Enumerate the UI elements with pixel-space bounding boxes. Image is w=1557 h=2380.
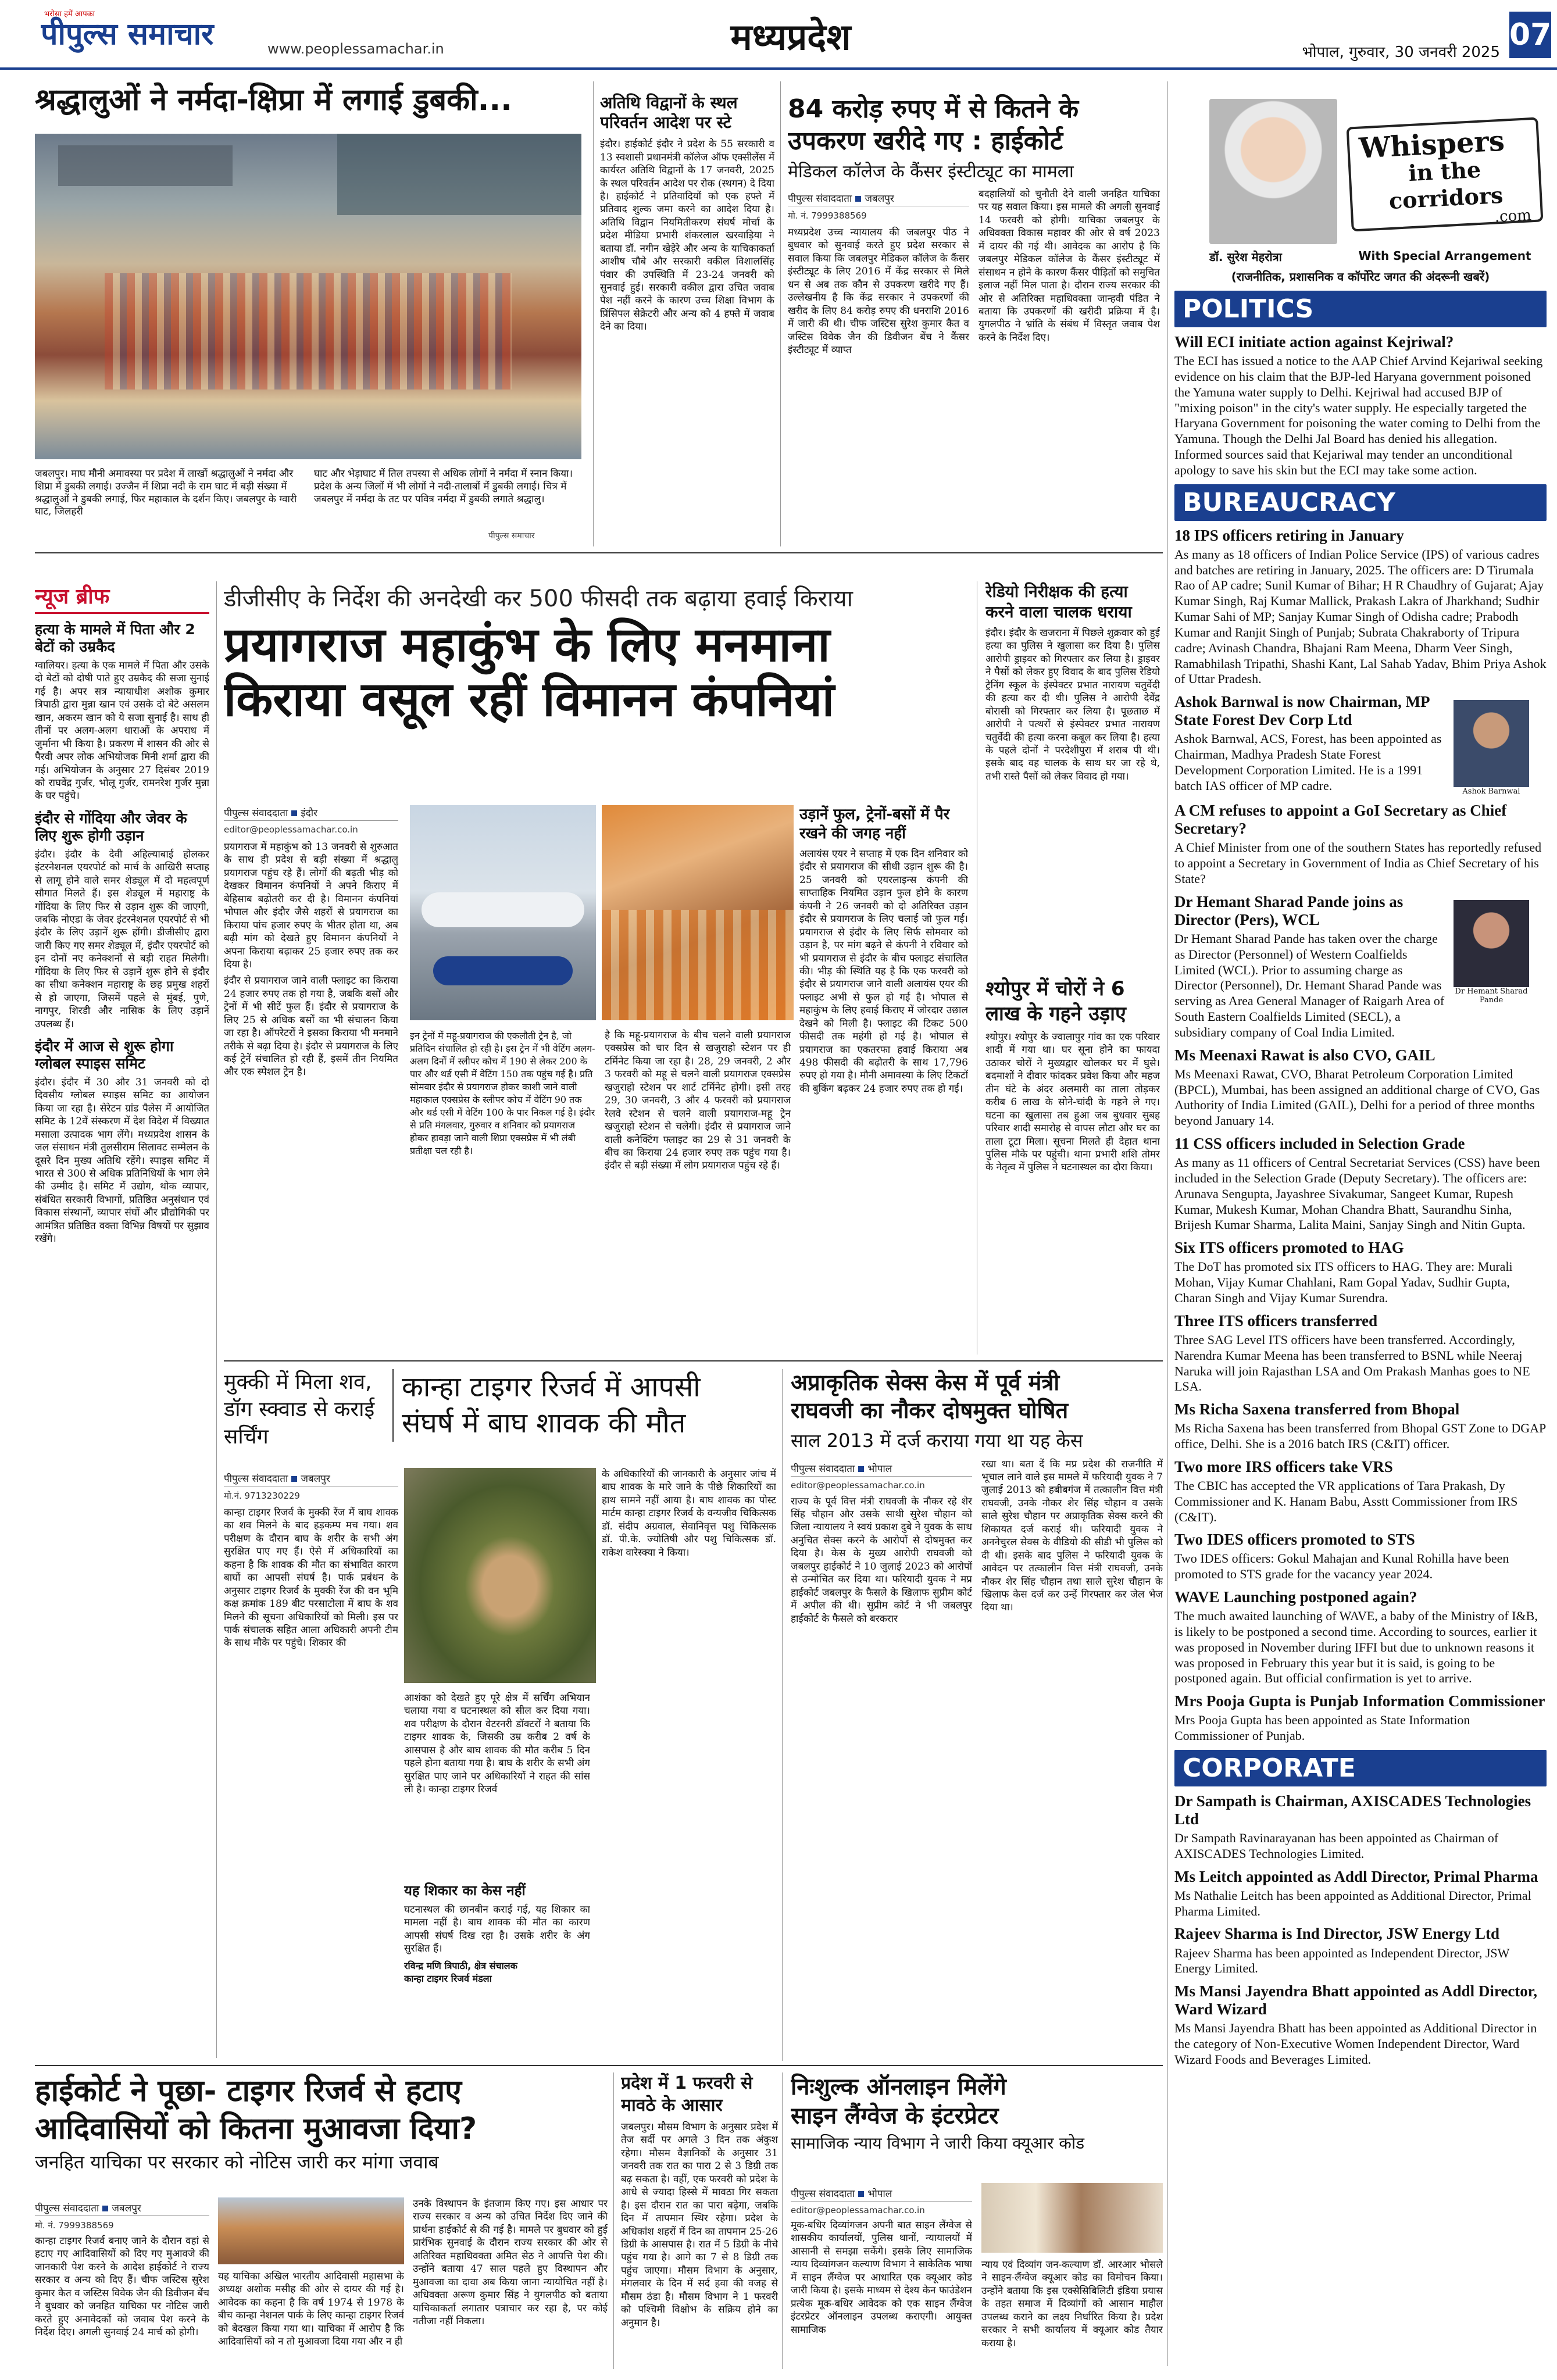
column-rule bbox=[782, 2072, 783, 2369]
guest-body: इंदौर। हाईकोर्ट इंदौर ने प्रदेश के 55 सरकारी व 13 स्वशासी प्रधानमंत्री कॉलेज ऑफ एक्सीलेंस में कार्यरत अतिथि विद्वानों के 17 जनवरी, 2025 के स्थल परिवर्तन आदेश पर रोक (स्थगन) दे दिया है। हाईकोर्ट ने प्रतिवादियों को एक हफ्ते में प्रतिवाद शुल्क जमा करने का आदेश दिया है। अतिथि विद्वान नियमितीकरण संघर्ष मोर्चा के प्रदेश मीडिया प्रभारी शंकरलाल खरवाड़िया ने बताया डॉ. नगीन खेड़ेरे और अन्य के याचिकाकर्ता आशीष चौबे और सरकारी वकील विशालसिंह पंवार की उपस्थिति में 23-24 जनवरी को सुनवाई हुई। सरकारी वकील द्वारा उचित जवाब पेश नहीं करने के कारण उच्च शिक्षा विभाग के प्रिंसिपल सेक्रेटरी और अन्य को 4 हफ्ते में जवाब देने का दिया। bbox=[600, 138, 774, 333]
whispers-tagline: (राजनीतिक, प्रशासनिक व कॉर्पोरेट जगत की अंदरूनी खबरें) bbox=[1231, 270, 1490, 284]
brief-item: इंदौर से गोंदिया और जेवर के लिए शुरू होगी उड़ान इंदौर। इंदौर के देवी अहिल्याबाई होलकर इंटरनेशनल एयरपोर्ट को मार्च के आखिरी सप्ताह से लागू होने वाले समर शेड्यूल में दो महत्वपूर्ण सौगात मिलते हैं। इस शेड्यूल में महाराष्ट्र के गोंदिया के लिए फिर से उड़ान शुरू की जाएगी, जबकि नोएडा के जेवर इंटरनेशनल एयरपोर्ट से भी इंदौर के लिए उड़ानें शुरू होंगी। डीजीसीए द्वारा जारी किए गए समर शेड्यूल में, इंदौर एयरपोर्ट को इन दोनों नए कनेक्शनों से बड़ी राहत मिलेगी। गोंदिया के लिए फिर से उड़ानें शुरू होने से इंदौर का सीधा कनेक्शन महाराष्ट्र के छह प्रमुख शहरों से हो जाएगा, जिसमें पहले से मुंबई, पुणे, नागपुर, शिरडी और नासिक के लिए उड़ानें उपलब्ध हैं। bbox=[35, 809, 209, 1030]
airfare-photo-flights bbox=[410, 805, 596, 1020]
brief-item: इंदौर में आज से शुरू होगा ग्लोबल स्पाइस समिट इंदौर। इंदौर में 30 और 31 जनवरी को दो दिवसीय ग्लोबल स्पाइस समिट का आयोजन किया जा रहा है। सेरेटन ग्रांड पैलेस में आयोजित समिट के 12वें संस्करण में देश विदेश में विख्यात मसाला उत्पादक भाग लेंगे। मध्यप्रदेश शासन के जल संसाधन मंत्री तुलसीराम सिलावट सम्मेलन के दूसरे दिन मुख्य अतिथि रहेंगे। स्पाइस समिट में भारत से 300 से अधिक प्रतिनिधियों के भाग लेने की उम्मीद है। समिट में उद्योग, थोक व्यापार, संबंधित सरकारी विभागों, प्रतिष्ठित अनुसंधान एवं विकास संस्थानों, व्यापार संघों और प्रौद्योगिकी पर आमंत्रित प्रतिष्ठित वक्ता विभिन्न विषयों पर सुझाव रखेंगे। bbox=[35, 1037, 209, 1245]
column-rule bbox=[216, 581, 217, 2058]
bureaucracy-item: Ms Richa Saxena transferred from Bhopal Ms Richa Saxena has been transferred from Bhopal GST Zone to DGAP office, Delhi. She is a 2016 batch IRS (C&IT) officer. bbox=[1174, 1400, 1546, 1452]
corporate-item: Dr Sampath is Chairman, AXISCADES Technologies Ltd Dr Sampath Ravinarayanan has been appointed as Chairman of AXISCADES Technologies Limited. bbox=[1174, 1792, 1531, 1861]
bureaucracy-item: Ms Meenaxi Rawat is also CVO, GAIL Ms Meenaxi Rawat, CVO, Bharat Petroleum Corporation Limited (BPCL), Mumbai, has been assigned an additional charge of CVO, Gas Authority of India Limited (GAIL), Delhi for a period of three months beyond January 14. bbox=[1174, 1046, 1540, 1128]
kanha-headline-block bbox=[392, 1369, 776, 1442]
kanha-col-1 bbox=[224, 1468, 398, 2055]
raghavji-subhead: साल 2013 में दर्ज कराया गया था यह केस bbox=[791, 1430, 1083, 1452]
kanha-box-sign-2: कान्हा टाइगर रिजर्व मंडला bbox=[404, 1972, 492, 1984]
website-url[interactable]: www.peoplessamachar.in bbox=[267, 41, 444, 57]
radio-body: इंदौर। इंदौर के खजराना में पिछले शुक्रवार को हुई हत्या का पुलिस ने खुलासा कर दिया है। पुलिस आरोपी ड्राइवर को गिरफ्तार कर लिया है। ड्राइवर ने पैसों को लेकर हुए विवाद के बाद पुलिस रेडियो ट्रेनिंग स्कूल के इंस्पेक्टर प्रभात नारायण चतुर्वेदी की हत्या कर दी थी। पुलिस ने आरोपी देवेंद्र बोरासी को गिरफ्तार कर लिया है। पूछताछ में आरोपी ने पत्थरों से इंस्पेक्टर प्रभात नारायण चतुर्वेदी की हत्या करना कबूल कर लिया है। हत्या के पहले दोनों ने परदेशीपुरा में शराब पी थी। इसके बाद वह चालक के साथ घर जा रहे थे, तभी रास्ते पैसों को लेकर विवाद हो गया। bbox=[985, 627, 1160, 782]
kanha-mobile: मो.नं. 9713230229 bbox=[224, 1491, 300, 1501]
politics-item: Will ECI initiate action against Kejriwal? The ECI has issued a notice to the AAP Chief Arvind Kejariwal seeking evidence on his claim that the BJP-led Haryana government poisoned the Yamuna water supply to Delhi. Kejriwal had accused BJP of "mixing poison" in the city's water supply. He especially targeted the Haryana Government for poisoning the water coming to Delhi from the Yamuna. Though the Delhi Jal Board has denied his allegation. Informed sources said that Kejariwal may tender an unconditional apology to save his skin but the ECI may take some action. bbox=[1174, 333, 1543, 477]
kanha-box-body: घटनास्थल की छानबीन कराई गई, यह शिकार का मामला नहीं है। बाघ शावक की मौत का कारण आपसी संघर्ष दिख रहा है। उसके शरीर के अंग सुरक्षित हैं। bbox=[404, 1904, 590, 1955]
airfare-side-body: अलायंस एयर ने सप्ताह में एक दिन शनिवार को इंदौर से प्रयागराज की सीधी उड़ान शुरू की है। 25 जनवरी को एयरलाइन्स कंपनी की साप्ताहिक नियमित उड़ान फुल होने के कारण कंपनी ने 26 जनवरी को दो अतिरिक्त उड़ान इंदौर से प्रयागराज के लिए चलाई जो फुल गई। प्रयागराज से इंदौर के लिए सिर्फ सोमवार को उड़ान है, पर मांग बढ़ने से कंपनी ने रविवार को भी प्रयागराज से इंदौर के बीच फ्लाइट संचालित की। भीड़ की स्थिति यह है कि एक फरवरी को इंदौर से प्रयागराज जाने वाली अलायंस एयर की फ्लाइट अभी से फुल हो गई है। भोपाल से महाकुंभ के लिए हवाई किराए में जोरदार उछाल देखने को मिली है। फ्लाइट की टिकट 500 फीसदी तक महंगी हो गई है। भोपाल से प्रयागराज का एकतरफा हवाई किराया अब 498 फीसदी की बढ़ोतरी के साथ 17,796 रुपए हो गया है। मौनी अमावस्या के लिए टिकटों की बुकिंग बढ़कर 24 हजार रुपए तक हो गई। bbox=[799, 848, 968, 1095]
section-divider bbox=[224, 1360, 1163, 1361]
story-weather bbox=[621, 2072, 778, 2369]
sign-byline: पीपुल्स संवाददाता भोपाल bbox=[791, 2185, 972, 2202]
tigerhc-mobile: मो. नं. 7999388569 bbox=[35, 2220, 114, 2231]
story-sheopur bbox=[985, 977, 1160, 1355]
corporate-header: CORPORATE bbox=[1174, 1750, 1547, 1786]
story-narmada bbox=[35, 81, 587, 546]
tigerhc-headline-1: हाईकोर्ट ने पूछा- टाइगर रिजर्व से हटाए bbox=[35, 2074, 462, 2109]
bureaucracy-header: BUREAUCRACY bbox=[1174, 484, 1547, 521]
airfare-photo-crowd bbox=[602, 805, 794, 1020]
tigerhc-body-3: उनके विस्थापन के इंतजाम किए गए। इस आधार पर राज्य सरकार व अन्य को उचित निर्देश दिए जाने की प्रार्थना हाईकोर्ट से की गई है। मामले पर बुधवार को हुई प्रारंभिक सुनवाई के दौरान राज्य सरकार की ओर से अतिरिक्त महाधिवक्ता अमित सेठ ने आपत्ति पेश की। उन्होंने बताया 47 साल पहले हुए विस्थापन और मुआवजा का दावा अब किया जाना न्यायोचित नहीं है। अधिवक्ता अरूण कुमार सिंह ने युगलपीठ को बताया याचिकाकर्ता लगातार पत्राचार कर रहा है, पर कोई नतीजा नहीं निकला। bbox=[413, 2198, 608, 2327]
column-rule bbox=[1167, 81, 1168, 2366]
highcourt-photo bbox=[218, 2197, 404, 2264]
84cr-body-2: बदहालियों को चुनौती देने वाली जनहित याचिका पर यह सवाल किया। इस मामले की अगली सुनवाई 14 फरवरी को होगी। याचिका जबलपुर के अधिवक्ता विकास महावर की ओर से वर्ष 2023 में दायर की गई थी। आवेदक का आरोप है कि जबलपुर मेडिकल कॉलेज के कैंसर इंस्टीट्यूट में संसाधन न होने के कारण कैंसर पीड़ितों को समुचित इलाज नहीं मिल पाता है। दौरान राज्य सरकार की ओर से अतिरिक्त महाधिवक्ता जान्हवी पंडित ने बताया कि उपकरणों की खरीदी प्रक्रिया में है। युगलपीठ ने भ्रांति के संबंध में विस्तृत जवाब पेश करने के निर्देश दिए। bbox=[979, 188, 1160, 344]
radio-headline: रेडियो निरीक्षक की हत्या करने वाला चालक धराया bbox=[985, 582, 1132, 621]
tigerhc-subhead: जनहित याचिका पर सरकार को नोटिस जारी कर मांगा जवाब bbox=[35, 2151, 439, 2173]
kanha-headline-2: संघर्ष में बाघ शावक की मौत bbox=[402, 1407, 686, 1440]
84cr-body-1: मध्यप्रदेश उच्च न्यायालय की जबलपुर पीठ ने बुधवार को सुनवाई करते हुए प्रदेश सरकार से सवाल किया कि जबलपुर मेडिकल कॉलेज के कैंसर इंस्टीट्यूट के लिए 2016 में केंद्र सरकार से मिले धन से अब तक कौन से उपकरण खरीदे गए हैं। उल्लेखनीय है कि केंद्र सरकार ने उपकरणों की खरीद के लिए 84 करोड़ रुपए की धनराशि 2016 में जारी की थी। चीफ जस्टिस सुरेश कुमार कैत व जस्टिस विवेक जैन की डिवीजन बेंच ने कैंसर इंस्टीट्यूट में व्याप्त bbox=[788, 227, 969, 356]
sign-headline-2: साइन लैंग्वेज के इंटरप्रेटर bbox=[791, 2103, 999, 2129]
bureaucracy-item: A CM refuses to appoint a GoI Secretary as Chief Secretary? A Chief Minister from one of the southern States has reportedly refused to appoint a Secretary in Government of India as Chief Secretary of his State? bbox=[1174, 802, 1542, 887]
sign-headline-1: निःशुल्क ऑनलाइन मिलेंगे bbox=[791, 2074, 1006, 2100]
airfare-email[interactable]: editor@peoplessamachar.co.in bbox=[224, 824, 358, 835]
airfare-side-head: उड़ानें फुल, ट्रेनों-बसों में पैर रखने की जगह नहीं bbox=[799, 806, 950, 842]
dogsquad-headline: मुक्की में मिला शव, डॉग स्क्वाड से कराई सर्चिंग bbox=[224, 1370, 375, 1449]
airfare-sidebar bbox=[799, 805, 968, 1355]
tigerhc-body-2: यह याचिका अखिल भारतीय आदिवासी महासभा के अध्यक्ष अशोक मसीह की ओर से दायर की गई है। आवेदक का कहना है कि वर्ष 1974 से 1978 के बीच कान्हा नेशनल पार्क के लिए कान्हा टाइगर रिजर्व को बेदखल किया गया था। याचिका में आरोप है कि आदिवासियों को न तो मुआवजा दिया गया और न ही bbox=[218, 2271, 404, 2348]
column-rule bbox=[780, 81, 781, 546]
guest-headline: अतिथि विद्वानों के स्थल परिवर्तन आदेश पर स्टे bbox=[600, 93, 738, 132]
story-radio-inspector bbox=[985, 581, 1160, 965]
narmada-photo bbox=[35, 134, 581, 459]
raghavji-headline-2: राघवजी का नौकर दोषमुक्त घोषित bbox=[791, 1397, 1069, 1423]
raghavji-body-1: राज्य के पूर्व वित्त मंत्री राघवजी के नौकर रहे शेर सिंह चौहान और उसके साथी सुरेश चौहान को जिला न्यायालय ने स्वयं प्रकाश दुबे ने युवक के साथ अनुचित सेक्स करने के आरोपों से दोषमुक्त कर दिया है। केस के मुख्य आरोपी राघवजी को जबलपुर हाईकोर्ट ने 10 जुलाई 2023 को आरोपों से उन्मोचित कर दिया था। फरियादी युवक ने मप्र हाईकोर्ट जबलपुर के फैसले के खिलाफ सुप्रीम कोर्ट में अपील की थी। सुप्रीम कोर्ट ने भी जबलपुर हाईकोर्ट के फैसले को बरकरार bbox=[791, 1495, 972, 1625]
brief-item: हत्या के मामले में पिता और 2 बेटों को उम्रकैद ग्वालियर। हत्या के एक मामले में पिता और उसके दो बेटों को दोषी पाते हुए उम्रकैद की सजा सुनाई गई है। अपर सत्र न्यायाधीश अशोक कुमार त्रिपाठी द्वारा मुन्ना खान एवं उसके दो बेटे असलम खान, अकरम खान को ये सजा सुनाई है। साथ ही तीनों पर अलग-अलग धाराओं के अपराध में जुर्माना भी किया है। प्रकरण में शासन की ओर से पैरवी अपर लोक अभियोजक मिनी शर्मा द्वारा की गई। अभियोजन के अनुसार 27 दिसंबर 2019 को राघवेंद्र गुर्जर, भोलू गुर्जर, रामनरेश गुर्जर मुन्ना के घर पहुंचे। bbox=[35, 621, 209, 802]
story-tiger-hc bbox=[35, 2072, 610, 2369]
bureaucracy-item: 18 IPS officers retiring in January As many as 18 officers of Indian Police Service (IPS) of various cadres and batches are retiring in January, 2025. The officers are: D Tirumala Rao of AP cadre; Sunil Kumar of Bihar; H R Chaudhry of Gujarat; Ajay Kumar Singh, Raj Kumar Mallick, Prakash Lakra of Jharkhand; Sudhir Kumar Sahi of MP; Sanjay Kumar Singh of Odisha cadre; Prabodh Kumar and Ranjit Singh of Punjab; Subrata Chakraborty of Tripura cadre; Avinash Chandra, Bhajani Ram Meena, Dharm Veer Singh, Ramabhilash Tripathi, Shashi Kant, Lal Sahab Yadav, Bhim Priya Ashok of Uttar Pradesh. bbox=[1174, 526, 1547, 687]
story-84-crore bbox=[788, 93, 1160, 546]
page-number: 07 bbox=[1509, 12, 1551, 58]
story-kanha-cub bbox=[224, 1369, 776, 2061]
bureaucracy-item: WAVE Launching postponed again? The much awaited launching of WAVE, a baby of the Ministry of I&B, is likely to be postponed a second time. According to sources, earlier it was proposed in November during IFFI but due to unknown reasons it was proposed in February this year but it is said, is going to be postponed again. But official confirmation is yet to arrive. bbox=[1174, 1588, 1538, 1686]
section-divider bbox=[35, 2065, 1163, 2066]
sign-body-2: न्याय एवं दिव्यांग जन-कल्याण डॉ. आरआर भोसले ने साइन-लैंग्वेज क्यूआर कोड का विमोचन किया। उन्होंने बताया कि इस एक्सेसिबिलिटी इंडिया प्रयास के तहत समाज में दिव्यांगों को आसान माहौल उपलब्ध कराने का लक्ष्य निर्धारित किया है। प्रदेश सरकार ने सभी कार्यालय में क्यूआर कोड तैयार कराया है। bbox=[981, 2259, 1163, 2349]
story-raghavji bbox=[791, 1369, 1163, 2061]
bureaucracy-item: Two more IRS officers take VRS The CBIC has accepted the VR applications of Tara Prakash, Dy Commissioner and K. Hanam Babu, Asstt Commissioner from IRS (C&IT). bbox=[1174, 1457, 1518, 1524]
narmada-caption-right: घाट और भेड़ाघाट में तिल तपस्या से अधिक लोगों ने नर्मदा में स्नान किया। प्रदेश के अन्य जिलों में भी लोगों ने नदी-तालाबों में डुबकी लगाई। चित्र में जबलपुर में नर्मदा के तट पर पवित्र नर्मदा में डुबकी लगाते श्रद्धालु। bbox=[314, 468, 573, 505]
bureaucracy-item: 11 CSS officers included in Selection Grade As many as 11 officers of Central Secretariat Services (CSS) have been included in the Selection Grade (Deputy Secretary). The officers are: Arunava Sengupta, Jayashree Sivakumar, Sangeet Kumar, Rupesh Kumar, Mukesh Kumar, Mohan Chandra Bhatt, Saurandhu Sinha, Brijesh Kumar Sharma, Lalita Maini, Sanjay Singh and Nitin Gupta. bbox=[1174, 1135, 1540, 1232]
kanha-photo bbox=[404, 1468, 596, 1683]
author-photo bbox=[1209, 99, 1337, 244]
airfare-headline-1: प्रयागराज महाकुंभ के लिए मनमाना bbox=[224, 617, 830, 673]
sign-email[interactable]: editor@peoplessamachar.co.in bbox=[791, 2205, 925, 2215]
kanha-box-head: यह शिकार का केस नहीं bbox=[404, 1882, 526, 1899]
whispers-author: डॉ. सुरेश मेहरोत्रा bbox=[1209, 250, 1282, 264]
sign-body-1: मूक-बधिर दिव्यांगजन अपनी बात साइन लैंग्वेज से शासकीय कार्यालयों, पुलिस थानों, न्यायालयों में आसानी से समझा सकेंगे। इसके लिए सामाजिक न्याय दिव्यांगजन कल्याण विभाग ने साकेतिक भाषा में साइन लैंग्वेज पर आधारित एक क्यूआर कोड जारी किया है। इसके माध्यम से देश्य केन फाउंडेशन प्रत्येक मूक-बधिर आवेदक को एक साइन लैंग्वेज इंटरप्रेटर ऑनलाइन उपलब्ध कराएगी। आयुक्त सामाजिक bbox=[791, 2220, 972, 2336]
sheopur-body: श्योपुर। श्योपुर के ज्वालापुर गांव का एक परिवार शादी में गया था। घर सूना होने का फायदा उठाकर चोरों ने मुख्यद्वार खोलकर घर में घुसे। बदमाशों ने दीवार फांदकर प्रवेश किया और महज तीन घंटे के अंदर अलमारी का ताला तोड़कर करीब 6 लाख के सोने-चांदी के गहने ले गए। घटना का खुलासा तब हुआ जब बुधवार सुबह परिवार शादी समारोह से वापस लौटा और घर का ताला टूटा मिला। सूचना मिलते ही देहात थाना पुलिस मौके पर पहुंची। थाना प्रभारी शशि तोमर के नेतृत्व में पुलिस ने घटनास्थल का दौरा किया। bbox=[985, 1031, 1160, 1174]
kanha-quote-box bbox=[404, 1881, 590, 2055]
airfare-body-4: है कि महू-प्रयागराज के बीच चलने वाली प्रयागराज एक्सप्रेस को चार दिन से खजुराहो स्टेशन पर ही टर्मिनेट किया जा रहा है। 28, 29 जनवरी, 2 और 3 फरवरी को महू से चलने वाली प्रयागराज एक्सप्रेस खजुराहो स्टेशन पर शार्ट टर्मिनेट होगी। इसी तरह 29, 30 जनवरी, 3 और 4 फरवरी को प्रयागराज रेलवे स्टेशन से चलने वाली प्रयागराज-महू ट्रेन खजुराहो स्टेशन से चलेगी। इंदौर से प्रयागराज जाने वाली कनेक्टिंग फ्लाइट का 29 से 31 जनवरी के बीच का किराया 24 हजार रुपए तक पहुंच गया है। इंदौर से बड़ी संख्या में लोग प्रयागराज पहुंच रहे हैं। bbox=[605, 1030, 791, 1172]
ashok-barnwal-photo: Ashok Barnwal bbox=[1454, 729, 1541, 796]
paper-logo bbox=[41, 8, 262, 60]
masthead bbox=[0, 0, 1557, 70]
airfare-kicker: डीजीसीए के निर्देश की अनदेखी कर 500 फीसदी तक बढ़ाया हवाई किराया bbox=[224, 585, 853, 612]
bureaucracy-item: Two IDES officers promoted to STS Two IDES officers: Gokul Mahajan and Kunal Rohilla have been promoted to STS grade for the vacancy year 2024. bbox=[1174, 1531, 1509, 1582]
airfare-byline-block bbox=[224, 802, 398, 1079]
sign-event-photo bbox=[981, 2183, 1163, 2253]
weather-headline: प्रदेश में 1 फरवरी से मावठे के आसार bbox=[621, 2073, 753, 2115]
bureaucracy-item: Ashok Barnwal is now Chairman, MP State Forest Dev Corp Ltd Ashok Barnwal, ACS, Forest, has been appointed as Chairman, Madhya Pradesh State Forest Development Corporation Limited. He is a 1991 batch IAS officer of MP cadre. Ashok Barnwal bbox=[1174, 693, 1547, 796]
bureaucracy-item: Six ITS officers promoted to HAG The DoT has promoted six ITS officers to HAG. They are: Murali Mohan, Vijay Kumar Chahlani, Ram Gopal Yadav, Sudhir Gupta, Charan Singh and Vijay Kumar Surendra. bbox=[1174, 1239, 1513, 1305]
column-rule bbox=[613, 2072, 614, 2369]
sign-subhead: सामाजिक न्याय विभाग ने जारी किया क्यूआर कोड bbox=[791, 2134, 1085, 2153]
narmada-headline: श्रद्धालुओं ने नर्मदा-क्षिप्रा में लगाई डुबकी... bbox=[35, 83, 512, 117]
kanha-body-1: कान्हा टाइगर रिजर्व के मुक्की रेंज में बाघ शावक का शव मिलने के बाद हड़कम्प मच गया। शव परीक्षण के दौरान बाघ के शरीर के सभी अंग सुरक्षित पाए गए हैं। ऐसे में अधिकारियों का कहना है कि शावक की मौत का संभावित कारण बाघों का आपसी संघर्ष है। पार्क प्रबंधन के अनुसार टाइगर रिजर्व के मुक्की रेंज की वन भूमि कक्ष क्रमांक 189 बीट परसाटोला में बाघ के शव मिलने की सूचना अधिकारियों को मिली। इस पर पार्क संचालक सहित आला अधिकारी अपनी टीम के साथ मौके पर पहुंचे। शिकार की bbox=[224, 1507, 398, 1649]
whispers-sidebar bbox=[1174, 87, 1547, 2354]
news-brief-column bbox=[35, 581, 209, 2052]
tigerhc-byline: पीपुल्स संवाददाता जबलपुर bbox=[35, 2200, 209, 2216]
weather-body: जबलपुर। मौसम विभाग के अनुसार प्रदेश में तेज सर्दी पर अगले 3 दिन तक अंकुश रहेगा। मौसम वैज्ञानिकों के अनुसार 31 जनवरी तक रात का पारा 2 से 3 डिग्री तक बढ़ सकता है। वहीं, एक फरवरी को प्रदेश के आधे से ज्यादा हिस्से में मावठा गिर सकता है। इस दौरान रात का पारा बढ़ेगा, जबकि दिन में तापमान स्थिर रहेगा। प्रदेश के अधिकांश शहरों में दिन का तापमान 25-26 डिग्री के आसपास है। रात में 5 डिग्री के नीचे पहुंच गया है। आगे का 7 से 8 डिग्री तक पहुंच जाएगा। मौसम विभाग के अनुसार, मंगलवार के दिन में सर्द हवा की वजह से मौसम ठंडा है। मौसम विभाग ने 1 फरवरी को पश्चिमी विक्षोभ के सक्रिय होने का अनुमान है। bbox=[621, 2121, 778, 2329]
kanha-box-sign-1: रविन्द्र मणि त्रिपाठी, क्षेत्र संचालक bbox=[404, 1960, 517, 1971]
airfare-byline: पीपुल्स संवाददाता इंदौर bbox=[224, 805, 398, 821]
kanha-headline-1: कान्हा टाइगर रिजर्व में आपसी bbox=[402, 1371, 701, 1403]
section-divider bbox=[35, 552, 1163, 553]
airfare-body-3: इन ट्रेनों में महू-प्रयागराज की एकलौती ट्रेन है, जो प्रतिदिन संचालित हो रही है। इस ट्रेन में भी वेटिंग अलग-अलग दिनों में स्लीपर कोच में 190 से लेकर 200 के पार और थर्ड एसी में वेटिंग 150 तक पहुंच गई है। प्रति सोमवार इंदौर से प्रयागराज होकर काशी जाने वाली महाकाल एक्सप्रेस के स्लीपर कोच में वेटिंग 90 तक और थर्ड एसी में वेटिंग 100 के पार निकल गई है। इंदौर से प्रति मंगलवार, गुरुवार व शनिवार को प्रयागराज होकर हावड़ा जाने वाली शिप्रा एक्सप्रेस में भी लंबी प्रतीक्षा चल रही है। bbox=[410, 1030, 595, 1156]
airfare-body-1: प्रयागराज में महाकुंभ को 13 जनवरी से शुरुआत के साथ ही प्रदेश से बड़ी संख्या में श्रद्धालु प्रयागराज पहुंच रहे हैं। लोगों की बढ़ती भीड़ को देखकर विमानन कंपनियों ने अपने किराए में बेहिसाब बढ़ोतरी कर दी है। विमानन कंपनियां भोपाल और इंदौर जैसे शहरों से प्रयागराज का किराया पांच हजार रुपए के भीतर होता था, अब बढ़ी मांग को देखते हुए विमानन कंपनियों ने अपना किराया बढ़ाकर 25 हजार रुपए तक कर दिया है। bbox=[224, 841, 398, 970]
bureaucracy-item: Mrs Pooja Gupta is Punjab Information Commissioner Mrs Pooja Gupta has been appointed as State Information Commissioner of Punjab. bbox=[1174, 1692, 1545, 1743]
paper-name: पीपुल्स समाचार bbox=[41, 17, 214, 52]
84cr-headline: 84 करोड़ रुपए में से कितने के उपकरण खरीदे गए : हाईकोर्ट bbox=[788, 94, 1079, 156]
corporate-item: Ms Mansi Jayendra Bhatt appointed as Addl Director, Ward Wizard Ms Mansi Jayendra Bhatt has been appointed as Additional Director in the category of Non-Executive Women Independent Director, Ward Wizard Foods and Beverages Limited. bbox=[1174, 1982, 1538, 2067]
column-rule bbox=[782, 1369, 783, 2061]
whispers-arrangement: With Special Arrangement bbox=[1358, 249, 1531, 263]
raghavji-email[interactable]: editor@peoplessamachar.co.in bbox=[791, 1480, 925, 1491]
column-rule bbox=[593, 81, 594, 546]
bureaucracy-item: Dr Hemant Sharad Pande joins as Director (Pers), WCL Dr Hemant Sharad Pande has taken over the charge as Director (Personnel) of Western Coalfields Limited (WCL). Prior to assuming charge as Director (Personnel), Dr. Hemant Sharad Pande was serving as Area General Manager of Raigarh Area of South Eastern Coalfields Limited (SECL), a subsidiary company of Coal India Limited. Dr Hemant Sharad Pande bbox=[1174, 893, 1547, 1041]
raghavji-body-2: रखा था। बता दें कि मप्र प्रदेश की राजनीति में भूचाल लाने वाले इस मामले में फरियादी युवक ने 7 जुलाई 2013 को हबीबगंज में तत्कालीन वित्त मंत्री राघवजी, उनके नौकर शेर सिंह चौहान व उसके साले सुरेश चौहान पर अप्राकृतिक सेक्स करने की शिकायत दर्ज कराई थी। फरियादी युवक ने अननेचुरल सेक्स के वीडियो की सीडी भी पुलिस को दी थी। इसके बाद पुलिस ने फरियादी युवक के आवेदन पर तत्कालीन वित्त मंत्री राघवजी, उनके नौकर शेर सिंह चौहान तथा साले सुरेश चौहान के खिलाफ केस दर्ज कर उन्हें गिरफ्तार कर जेल भेज दिया था। bbox=[981, 1458, 1163, 1614]
narmada-caption-left: जबलपुर। माघ मौनी अमावस्या पर प्रदेश में लाखों श्रद्धालुओं ने नर्मदा और शिप्रा में डुबकी लगाई। उज्जैन में शिप्रा नदी के राम घाट में बड़ी संख्या में श्रद्धालुओं ने डुबकी लगाई, फिर महाकाल के दर्शन किए। जबलपुर के ग्वारी घाट, जिलहरी bbox=[35, 468, 297, 518]
corporate-item: Ms Leitch appointed as Addl Director, Primal Pharma Ms Nathalie Leitch has been appointed as Additional Director, Primal Pharma Limited. bbox=[1174, 1867, 1538, 1918]
airfare-body-2: इंदौर से प्रयागराज जाने वाली फ्लाइट का किराया 24 हजार रुपए तक हो गया है, जबकि बसों और ट्रेनों में भी सीटें फुल हैं। इंदौर से प्रयागराज के लिए 25 से अधिक बसों का भी संचालन किया जा रहा है। ऑपरेटरों ने इसका किराया भी मनमाने तरीके से बढ़ा दिया है। इंदौर से प्रयागराज के लिए कई ट्रेनें संचालित हो रही हैं, इसमें तीन नियमित और एक स्पेशल ट्रेन है। bbox=[224, 975, 398, 1078]
issue-date: भोपाल, गुरुवार, 30 जनवरी 2025 bbox=[1302, 44, 1500, 61]
84cr-byline: पीपुल्स संवाददाता जबलपुर bbox=[788, 190, 969, 206]
corporate-item: Rajeev Sharma is Ind Director, JSW Energy Ltd Rajeev Sharma has been appointed as Independent Director, JSW Energy Limited. bbox=[1174, 1925, 1510, 1976]
kanha-body-3: के अधिकारियों की जानकारी के अनुसार जांच में बाघ शावक के मारे जाने के पीछे शिकारियों का हाथ सामने नहीं आया है। बाघ शावक का पोस्ट मार्टम कान्हा टाइगर रिजर्व के वन्यजीव चिकित्सक डॉ. संदीप अग्रवाल, सेवानिवृत्त पशु चिकित्सक डॉ. पी.के. ज्योतिषी और पशु चिकित्सक डॉ. राकेश वारेस्क्या ने किया। bbox=[602, 1468, 776, 1559]
84cr-subhead: मेडिकल कॉलेज के कैंसर इंस्टीट्यूट का मामला bbox=[788, 162, 1074, 182]
hemant-pande-photo: Dr Hemant Sharad Pande bbox=[1454, 929, 1541, 1041]
paper-tagline: भरोसा हमें आपका bbox=[44, 10, 95, 19]
kanha-body-2: आशंका को देखते हुए पूरे क्षेत्र में सर्चिंग अभियान चलाया गया व घटनास्थल को सील कर दिया गया। शव परीक्षण के दौरान वेटरनरी डॉक्टरों ने बताया कि टाइगर शावक के, जिसकी उम्र करीब 2 वर्ष के आसपास है और बाघ शावक की मौत करीब 5 दिन पहले होना बताया गया है। बाघ के शरीर के सभी अंग सुरक्षित पाए जाने पर अधिकारियों ने राहत की सांस ली है। कान्हा टाइगर रिजर्व bbox=[404, 1692, 590, 1796]
tigerhc-headline-2: आदिवासियों को कितना मुआवजा दिया? bbox=[35, 2111, 477, 2146]
section-title: मध्यप्रदेश bbox=[730, 16, 851, 58]
kanha-byline: पीपुल्स संवाददाता जबलपुर bbox=[224, 1470, 398, 1486]
raghavji-headline-1: अप्राकृतिक सेक्स केस में पूर्व मंत्री bbox=[791, 1370, 1060, 1395]
whispers-logo-box: Whispers in the corridors .com bbox=[1347, 117, 1544, 231]
bureaucracy-item: Three ITS officers transferred Three SAG Level ITS officers have been transferred. Accordingly, Narendra Kumar Meena has been transferred to BSNL while Neeraj Naruka will join Rajasthan LSA and Om Prakash Manhas goes to NE LSA. bbox=[1174, 1311, 1530, 1394]
news-brief-header: न्यूज ब्रीफ bbox=[35, 581, 209, 614]
sheopur-headline: श्योपुर में चोरों ने 6 लाख के गहने उड़ाए bbox=[985, 977, 1126, 1025]
politics-header: POLITICS bbox=[1174, 291, 1547, 327]
narmada-photo-credit: पीपुल्स समाचार bbox=[488, 531, 535, 541]
whispers-header bbox=[1174, 87, 1547, 285]
story-guest-scholars bbox=[600, 93, 774, 546]
raghavji-byline: पीपुल्स संवाददाता भोपाल bbox=[791, 1460, 972, 1477]
story-airfare bbox=[224, 581, 968, 1355]
airfare-headline-2: किराया वसूल रहीं विमानन कंपनियां bbox=[224, 672, 835, 728]
sign-col-1 bbox=[791, 2183, 972, 2369]
story-sign-language bbox=[791, 2072, 1163, 2369]
tigerhc-col-1 bbox=[35, 2197, 209, 2369]
tigerhc-body-1: कान्हा टाइगर रिजर्व बनाए जाने के दौरान वहां से हटाए गए आदिवासियों को दिए गए मुआवजे की जानकारी पेश करने के आदेश हाईकोर्ट ने राज्य सरकार व अन्य को दिए हैं। चीफ जस्टिस सुरेश कुमार कैत व जस्टिस विवेक जैन की डिवीजन बेंच ने बुधवार को जनहित याचिका पर नोटिस जारी करते हुए अनावेदकों को जवाब पेश करने के निर्देश दिए। अगली सुनवाई 24 मार्च को होगी। bbox=[35, 2235, 209, 2339]
84cr-mobile: मो. नं. 7999388569 bbox=[788, 210, 867, 221]
